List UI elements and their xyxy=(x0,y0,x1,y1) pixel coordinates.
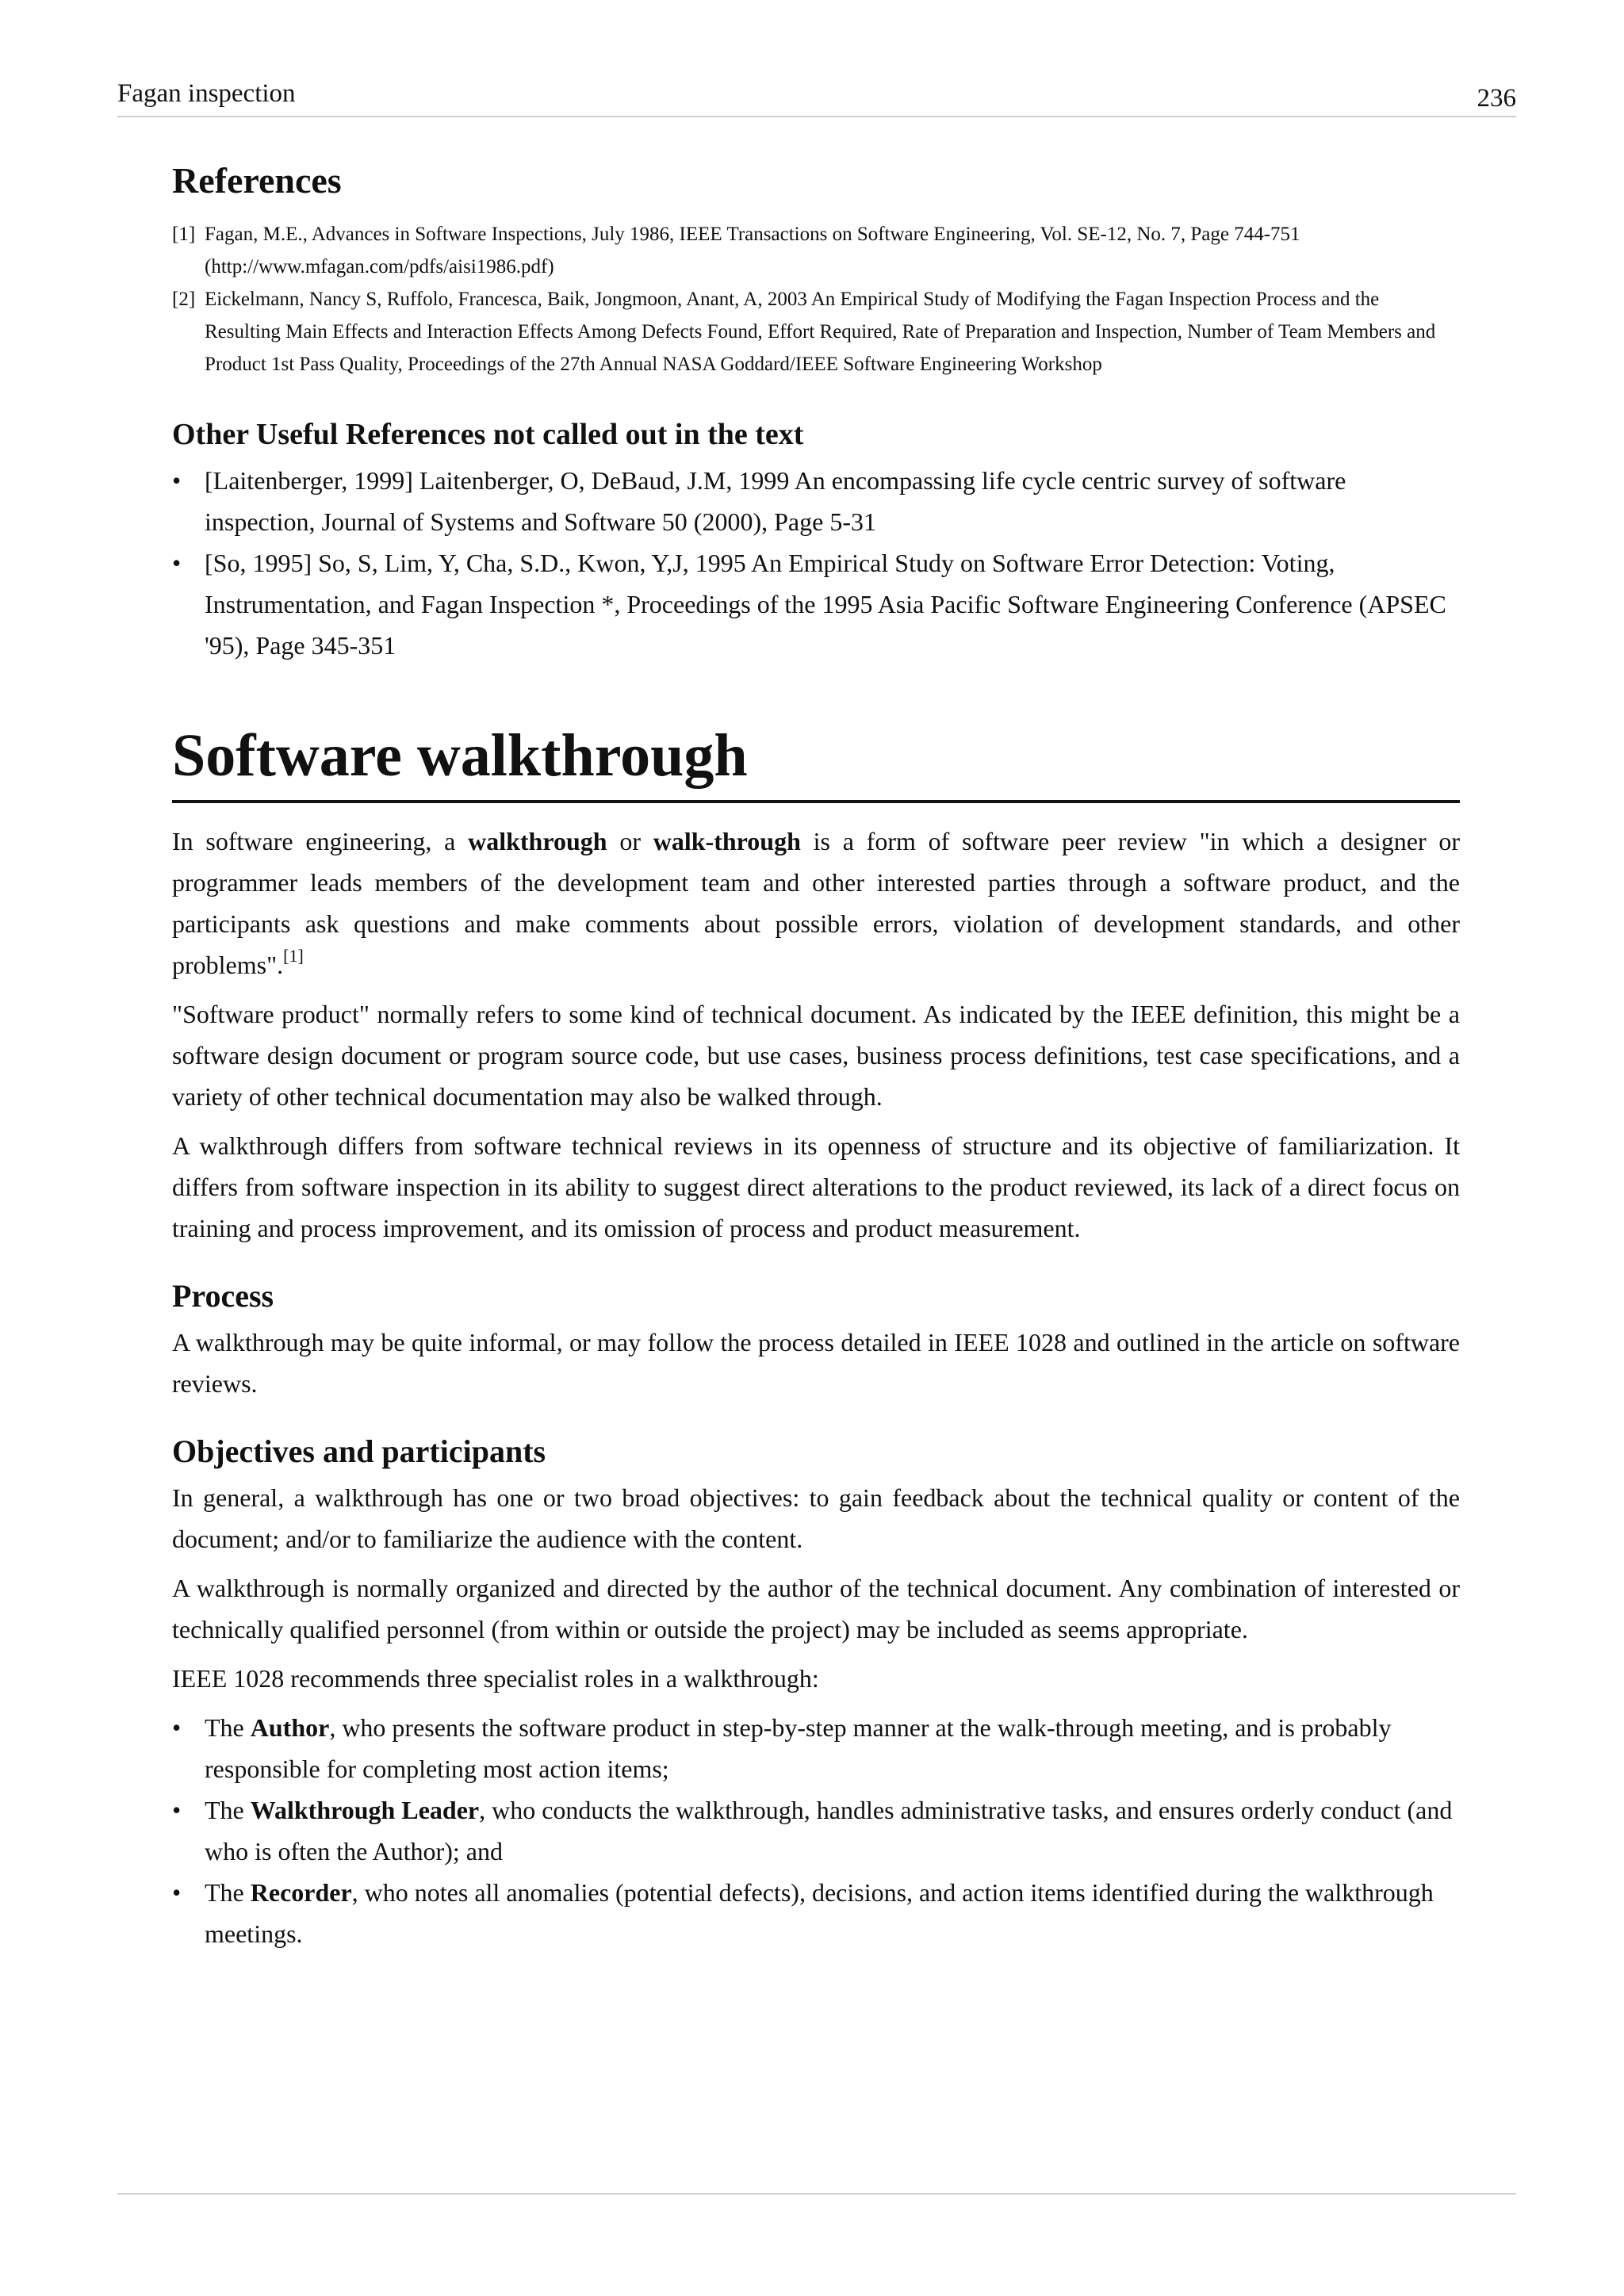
article-title: Software walkthrough xyxy=(172,723,1460,804)
running-header xyxy=(117,76,1516,117)
reference-text: Fagan, M.E., Advances in Software Inspections, July 1986, IEEE Transactions on Software Engineering, Vol. SE-12, No. 7, Page 744-751 (http://www.mfagan.com/pdfs/aisi1986.pdf) xyxy=(205,224,1300,278)
role-name: Recorder xyxy=(250,1878,352,1908)
role-text: The xyxy=(205,1713,251,1743)
body-paragraph: A walkthrough differs from software technical reviews in its openness of structure and its objective of familiarization. It differs from software inspection in its ability to suggest direct alterations to the product reviewed, its lack of a direct focus on training and process improvement, and its omission of process and product measurement. xyxy=(172,1131,1460,1243)
body-paragraph: In general, a walkthrough has one or two broad objectives: to gain feedback about the technical quality or content of the document; and/or to familiarize the audience with the content. xyxy=(172,1483,1460,1554)
bullet-icon: • xyxy=(172,465,182,495)
references-section xyxy=(172,159,1460,381)
list-item xyxy=(172,1789,1460,1872)
list-item xyxy=(172,1707,1460,1789)
other-reference-text: [So, 1995] So, S, Lim, Y, Cha, S.D., Kwon, Y,J, 1995 An Empirical Study on Software Error Detection: Voting, Instrumentation, and Fagan Inspection *, Proceedings of the 1995 Asia Pacific Software Engineering Conference (APSEC '95), Page 345-351 xyxy=(205,548,1446,660)
reference-number: [2] xyxy=(172,289,196,311)
header-title: Fagan inspection xyxy=(117,79,296,108)
role-text: The xyxy=(205,1878,251,1908)
reference-text: Eickelmann, Nancy S, Ruffolo, Francesca, Baik, Jongmoon, Anant, A, 2003 An Empirical Study of Modifying the Fagan Inspection Process and the Resulting Main Effects and Interaction Effects Among Defects Found, Effort Required, Rate of Preparation and Inspection, Number of Team Members and Product 1st Pass Quality, Proceedings of the 27th Annual NASA Goddard/IEEE Software Engineering Workshop xyxy=(205,289,1436,376)
role-text: , who notes all anomalies (potential defects), decisions, and action items identified during the walkthrough meetings. xyxy=(205,1878,1434,1949)
body-paragraph: IEEE 1028 recommends three specialist roles in a walkthrough: xyxy=(172,1664,819,1693)
bullet-icon: • xyxy=(172,1796,182,1825)
body-paragraph: A walkthrough is normally organized and directed by the author of the technical document. Any combination of interested or technically qualified personnel (from within or outside the project) may be included as seems appropriate. xyxy=(172,1574,1460,1644)
other-references-heading: Other Useful References not called out in the text xyxy=(172,418,804,452)
role-text: , who presents the software product in step-by-step manner at the walk-through meeting, and is probably responsible for completing most action items; xyxy=(205,1713,1392,1784)
body-paragraph: "Software product" normally refers to some kind of technical document. As indicated by the IEEE definition, this might be a software design document or program source code, but use cases, business process definitions, test case specifications, and a variety of other technical documentation may also be walked through. xyxy=(172,1000,1460,1112)
intro-text: is a form of software peer review "in which a designer or programmer leads members of the development team and other interested parties through a software product, and the participants ask questions and make comments about possible errors, violation of development standards, and other problems". xyxy=(172,827,1461,980)
reference-item xyxy=(172,283,1460,381)
other-references-section xyxy=(172,417,1460,666)
role-text: The xyxy=(205,1796,251,1825)
bullet-icon: • xyxy=(172,1713,182,1743)
references-heading: References xyxy=(172,160,342,201)
citation-link[interactable]: [1] xyxy=(283,945,304,966)
process-heading: Process xyxy=(172,1278,274,1314)
intro-text: or xyxy=(607,827,653,856)
role-text: , who conducts the walkthrough, handles administrative tasks, and ensures orderly conduct (and who is often the Author); and xyxy=(205,1796,1453,1866)
intro-paragraph xyxy=(172,821,1460,985)
role-name: Walkthrough Leader xyxy=(250,1796,480,1825)
reference-item xyxy=(172,218,1460,283)
page-number: 236 xyxy=(1477,84,1516,113)
list-item xyxy=(172,1872,1460,1954)
bullet-icon: • xyxy=(172,1878,182,1908)
intro-text: In software engineering, a xyxy=(172,827,469,856)
other-reference-text: [Laitenberger, 1999] Laitenberger, O, DeBaud, J.M, 1999 An encompassing life cycle centric survey of software inspection, Journal of Systems and Software 50 (2000), Page 5-31 xyxy=(205,465,1346,536)
body-paragraph: A walkthrough may be quite informal, or may follow the process detailed in IEEE 1028 and outlined in the article on software reviews. xyxy=(172,1328,1460,1399)
references-list xyxy=(172,218,1460,381)
other-references-list xyxy=(172,460,1460,666)
page-content xyxy=(172,159,1460,1954)
term-walkthrough: walkthrough xyxy=(468,827,607,856)
objectives-heading: Objectives and participants xyxy=(172,1433,546,1470)
list-item xyxy=(172,460,1460,542)
list-item xyxy=(172,542,1460,666)
roles-list xyxy=(172,1707,1460,1954)
article-section xyxy=(172,723,1460,1955)
term-walk-through: walk-through xyxy=(653,827,801,856)
footer-rule xyxy=(117,2193,1516,2195)
role-name: Author xyxy=(250,1713,330,1743)
bullet-icon: • xyxy=(172,548,182,577)
reference-number: [1] xyxy=(172,224,196,246)
